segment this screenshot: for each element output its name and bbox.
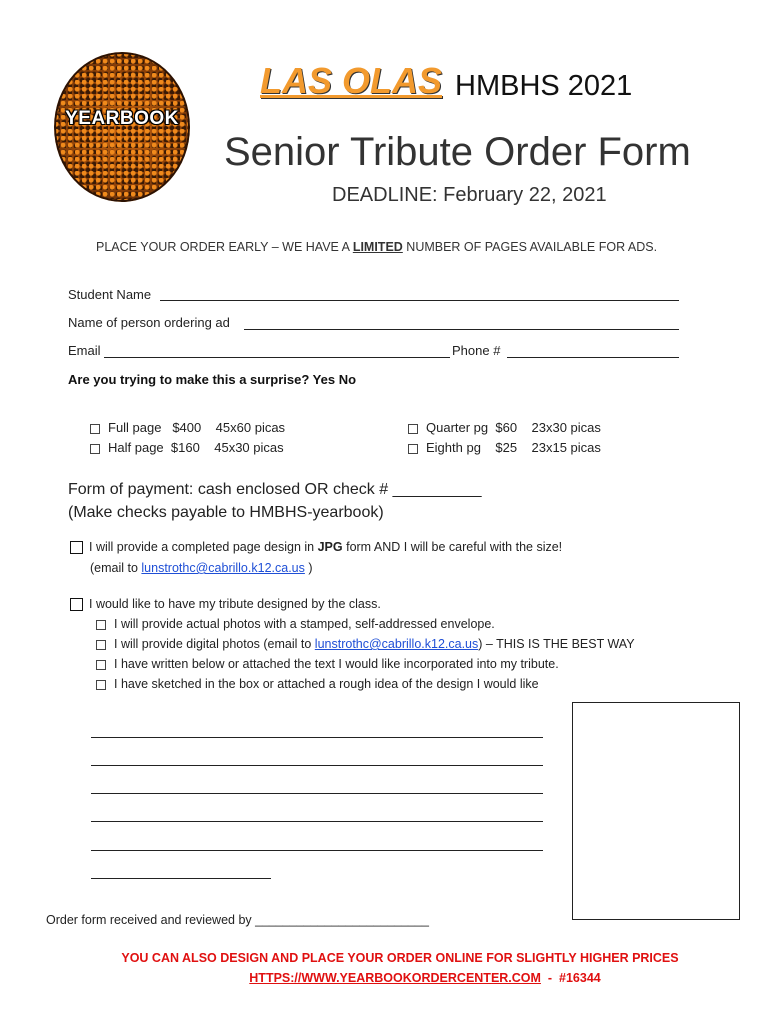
checkbox-icon bbox=[96, 680, 106, 690]
size-half-page[interactable]: Half page $160 45x30 picas bbox=[90, 440, 284, 455]
orderer-name-field[interactable] bbox=[244, 329, 679, 330]
writing-line[interactable] bbox=[91, 821, 543, 822]
online-order-note: YOU CAN ALSO DESIGN AND PLACE YOUR ORDER ONLINE FOR SLIGHTLY HIGHER PRICES bbox=[121, 951, 679, 965]
option-digital-photos[interactable]: I will provide digital photos (email to lunstrothc@cabrillo.k12.ca.us) – THIS IS THE BEST WAY bbox=[96, 637, 635, 651]
checkbox-icon bbox=[96, 640, 106, 650]
yearbook-logo bbox=[54, 52, 190, 202]
limited-emphasis: LIMITED bbox=[352, 240, 403, 254]
orderer-name-label: Name of person ordering ad bbox=[68, 315, 230, 330]
phone-label: Phone # bbox=[452, 343, 501, 358]
checkbox-icon bbox=[90, 424, 100, 434]
email-label: Email bbox=[68, 343, 101, 358]
checkbox-icon bbox=[408, 424, 418, 434]
writing-line[interactable] bbox=[91, 878, 271, 879]
option-sketch[interactable]: I have sketched in the box or attached a rough idea of the design I would like bbox=[96, 677, 539, 691]
checkbox-icon bbox=[70, 541, 83, 554]
size-full-page[interactable]: Full page $400 45x60 picas bbox=[90, 420, 285, 435]
logo-text: YEARBOOK bbox=[65, 108, 179, 129]
writing-line[interactable] bbox=[91, 793, 543, 794]
school-year: HMBHS 2021 bbox=[455, 70, 633, 102]
email-field[interactable] bbox=[104, 357, 450, 358]
online-order-url-line: HTTPS://WWW.YEARBOOKORDERCENTER.COM - #16344 bbox=[249, 971, 601, 985]
option-written-text[interactable]: I have written below or attached the text I would like incorporated into my tribute. bbox=[96, 657, 559, 671]
writing-line[interactable] bbox=[91, 765, 543, 766]
payment-method: Form of payment: cash enclosed OR check # __________ bbox=[68, 481, 482, 498]
writing-line[interactable] bbox=[91, 737, 543, 738]
brand-title: LAS OLAS bbox=[260, 60, 443, 101]
checkbox-icon bbox=[408, 444, 418, 454]
option-actual-photos[interactable]: I will provide actual photos with a stamped, self-addressed envelope. bbox=[96, 617, 495, 631]
student-name-field[interactable] bbox=[160, 300, 679, 301]
received-by: Order form received and reviewed by _________________________ bbox=[46, 913, 429, 927]
limited-notice: PLACE YOUR ORDER EARLY – WE HAVE A LIMITED NUMBER OF PAGES AVAILABLE FOR ADS. bbox=[96, 240, 658, 254]
payment-note: (Make checks payable to HMBHS-yearbook) bbox=[68, 504, 384, 521]
phone-field[interactable] bbox=[507, 357, 679, 358]
size-eighth-page[interactable]: Eighth pg $25 23x15 picas bbox=[408, 440, 601, 455]
size-quarter-page[interactable]: Quarter pg $60 23x30 picas bbox=[408, 420, 601, 435]
email-link[interactable]: lunstrothc@cabrillo.k12.ca.us bbox=[314, 637, 479, 651]
option-class-design[interactable]: I would like to have my tribute designed by the class. bbox=[70, 597, 381, 611]
checkbox-icon bbox=[96, 660, 106, 670]
checkbox-icon bbox=[90, 444, 100, 454]
writing-line[interactable] bbox=[91, 850, 543, 851]
deadline: DEADLINE: February 22, 2021 bbox=[332, 184, 607, 206]
sketch-box[interactable] bbox=[572, 702, 740, 920]
option-provide-design[interactable]: I will provide a completed page design in JPG form AND I will be careful with the size! bbox=[70, 540, 562, 554]
checkbox-icon bbox=[70, 598, 83, 611]
online-order-link[interactable]: HTTPS://WWW.YEARBOOKORDERCENTER.COM bbox=[249, 971, 541, 985]
surprise-question: Are you trying to make this a surprise? Yes No bbox=[68, 372, 357, 387]
checkbox-icon bbox=[96, 620, 106, 630]
page-title: Senior Tribute Order Form bbox=[224, 130, 691, 174]
student-name-label: Student Name bbox=[68, 287, 152, 302]
email-link[interactable]: lunstrothc@cabrillo.k12.ca.us bbox=[141, 561, 305, 575]
provide-email-line: (email to lunstrothc@cabrillo.k12.ca.us ) bbox=[90, 561, 313, 575]
